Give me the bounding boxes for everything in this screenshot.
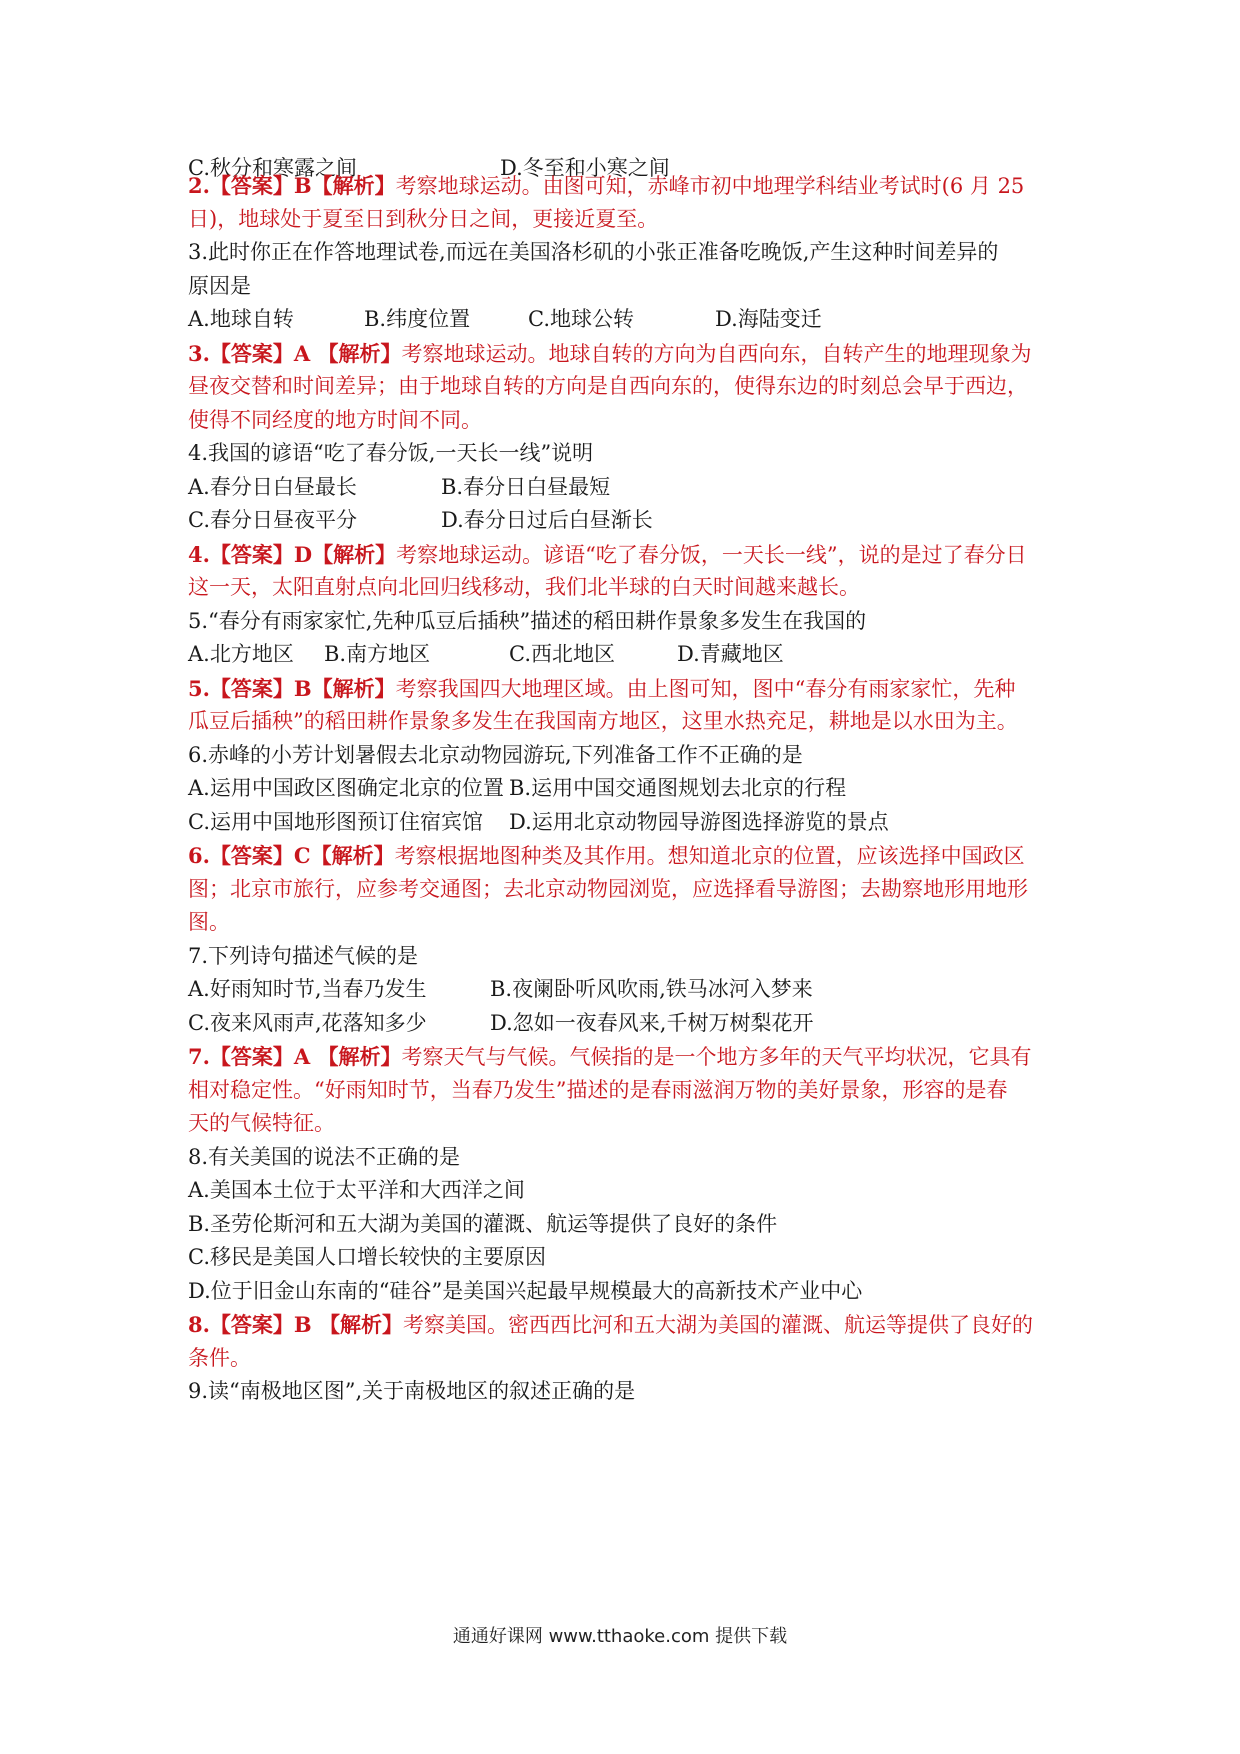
q6-option-d: D.运用北京动物园导游图选择游览的景点 <box>509 810 889 834</box>
q5-option-b: B.南方地区 <box>324 642 431 666</box>
q6-options-row-2 <box>188 804 1058 842</box>
answer-7-line-2: 相对稳定性。“好雨知时节，当春乃发生”描述的是春雨滋润万物的美好景象，形容的是春 <box>188 1078 1008 1102</box>
answer-7-line-1 <box>188 1038 1058 1076</box>
answer-3-line-2: 昼夜交替和时间差异；由于地球自转的方向是自西向东的，使得东边的时刻总会早于西边， <box>188 374 1028 398</box>
q3-option-b: B.纬度位置 <box>364 307 471 331</box>
q1-option-c: C.秋分和寒露之间 <box>188 156 357 180</box>
answer-5-line-2: 瓜豆后插秧”的稻田耕作景象多发生在我国南方地区，这里水热充足，耕地是以水田为主。 <box>188 709 1018 733</box>
answer-6-line-1 <box>188 837 1058 875</box>
q8-option-d: D.位于旧金山东南的“硅谷”是美国兴起最早规模最大的高新技术产业中心 <box>188 1279 863 1303</box>
answer-5-text: 考察我国四大地理区域。由上图可知，图中“春分有雨家家忙，先种 <box>395 677 1016 701</box>
answer-3-line-3: 使得不同经度的地方时间不同。 <box>188 408 482 432</box>
q4-option-a: A.春分日白昼最长 <box>188 475 357 499</box>
q7-options-row-1 <box>188 971 1058 1009</box>
q6-option-c: C.运用中国地形图预订住宿宾馆 <box>188 810 483 834</box>
answer-8-line-2: 条件。 <box>188 1346 251 1370</box>
answer-4-line-2: 这一天，太阳直射点向北回归线移动，我们北半球的白天时间越来越长。 <box>188 575 860 599</box>
answer-4-label: 4.【答案】D【解析】 <box>188 542 397 567</box>
q4-option-c: C.春分日昼夜平分 <box>188 508 357 532</box>
q5-option-d: D.青藏地区 <box>677 642 784 666</box>
question-5-stem: 5.“春分有雨家家忙,先种瓜豆后插秧”描述的稻田耕作景象多发生在我国的 <box>188 609 867 633</box>
q4-options-row-2 <box>188 502 1058 540</box>
answer-7-text: 考察天气与气候。气候指的是一个地方多年的天气平均状况，它具有 <box>401 1045 1032 1069</box>
q3-option-d: D.海陆变迁 <box>715 307 822 331</box>
answer-7-line-3: 天的气候特征。 <box>188 1111 335 1135</box>
q3-option-a: A.地球自转 <box>188 307 294 331</box>
answer-5-label: 5.【答案】B【解析】 <box>188 676 396 701</box>
q3-options-row <box>188 301 1058 339</box>
answer-3-label: 3.【答案】A 【解析】 <box>188 341 402 366</box>
question-4-stem: 4.我国的谚语“吃了春分饭,一天长一线”说明 <box>188 441 594 465</box>
q3-option-c: C.地球公转 <box>528 307 634 331</box>
answer-6-text: 考察根据地图种类及其作用。想知道北京的位置，应该选择中国政区 <box>394 844 1025 868</box>
answer-7-label: 7.【答案】A 【解析】 <box>188 1044 402 1069</box>
answer-6-line-2: 图；北京市旅行，应参考交通图；去北京动物园浏览，应选择看导游图；去勘察地形用地形 <box>188 877 1028 901</box>
answer-4-line-1 <box>188 536 1058 574</box>
q5-option-c: C.西北地区 <box>509 642 615 666</box>
answer-2-text: 考察地球运动。由图可知，赤峰市初中地理学科结业考试时(6 月 25 <box>395 174 1025 198</box>
q6-option-a: A.运用中国政区图确定北京的位置 <box>188 776 504 800</box>
q4-option-b: B.春分日白昼最短 <box>441 475 611 499</box>
q8-option-c: C.移民是美国人口增长较快的主要原因 <box>188 1245 546 1269</box>
answer-8-text: 考察美国。密西西比河和五大湖为美国的灌溉、航运等提供了良好的 <box>402 1313 1033 1337</box>
q7-options-row-2 <box>188 1005 1058 1043</box>
q6-options-row-1 <box>188 770 1058 808</box>
answer-6-line-3: 图。 <box>188 910 230 934</box>
answer-3-text: 考察地球运动。地球自转的方向为自西向东，自转产生的地理现象为 <box>401 342 1032 366</box>
answer-5-line-1 <box>188 670 1058 708</box>
q7-option-a: A.好雨知时节,当春乃发生 <box>188 977 427 1001</box>
answer-8-label: 8.【答案】B 【解析】 <box>188 1312 403 1337</box>
answer-6-label: 6.【答案】C【解析】 <box>188 843 395 868</box>
q5-option-a: A.北方地区 <box>188 642 294 666</box>
answer-2-line-2: 日)，地球处于夏至日到秋分日之间，更接近夏至。 <box>188 207 659 231</box>
q8-option-a: A.美国本土位于太平洋和大西洋之间 <box>188 1178 525 1202</box>
q4-option-d: D.春分日过后白昼渐长 <box>441 508 653 532</box>
q8-option-b: B.圣劳伦斯河和五大湖为美国的灌溉、航运等提供了良好的条件 <box>188 1212 778 1236</box>
answer-8-line-1 <box>188 1306 1058 1344</box>
q7-option-b: B.夜阑卧听风吹雨,铁马冰河入梦来 <box>490 977 813 1001</box>
q4-options-row-1 <box>188 469 1058 507</box>
question-9-stem: 9.读“南极地区图”,关于南极地区的叙述正确的是 <box>188 1379 636 1403</box>
q7-option-d: D.忽如一夜春风来,千树万树梨花开 <box>490 1011 814 1035</box>
question-3-stem-cont: 原因是 <box>188 274 251 298</box>
answer-4-text: 考察地球运动。谚语“吃了春分饭，一天长一线”，说的是过了春分日 <box>396 543 1027 567</box>
question-8-stem: 8.有关美国的说法不正确的是 <box>188 1145 461 1169</box>
q6-option-b: B.运用中国交通图规划去北京的行程 <box>509 776 847 800</box>
question-7-stem: 7.下列诗句描述气候的是 <box>188 944 419 968</box>
page-footer: 通通好课网 www.tthaoke.com 提供下载 <box>452 1626 788 1647</box>
question-3-stem: 3.此时你正在作答地理试卷,而远在美国洛杉矶的小张正准备吃晚饭,产生这种时间差异的 <box>188 240 999 264</box>
question-6-stem: 6.赤峰的小芳计划暑假去北京动物园游玩,下列准备工作不正确的是 <box>188 743 803 767</box>
answer-2-line-1 <box>188 167 1058 205</box>
answer-3-line-1 <box>188 335 1058 373</box>
q7-option-c: C.夜来风雨声,花落知多少 <box>188 1011 427 1035</box>
q5-options-row <box>188 636 1058 674</box>
q1-option-d: D.冬至和小寒之间 <box>500 156 670 180</box>
answer-2-label: 2.【答案】B【解析】 <box>188 173 396 198</box>
